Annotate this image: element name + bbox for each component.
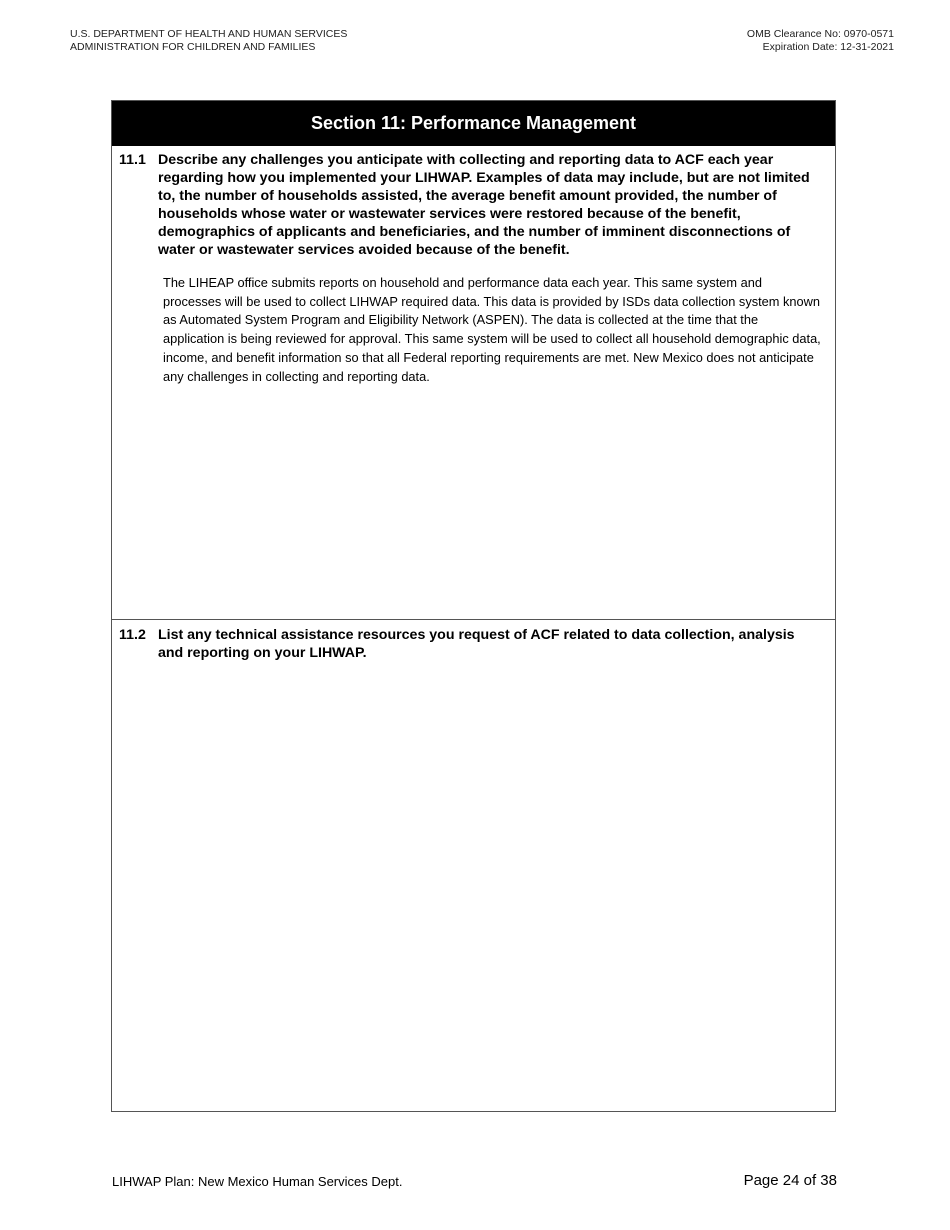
answer-11-1[interactable]: The LIHEAP office submits reports on household and performance data each year. This same system and processes will be used to collect LIHWAP required data. This data is provided by ISDs data collection system known as Automated System Program and Eligibility Network (ASPEN). The data is collected at the time that the application is being reviewed for approval. This same system will be used to collect all household demographic data, income, and benefit information so that all Federal reporting requirements are met. New Mexico does not anticipate any challenges in collecting and reporting data. xyxy=(163,275,821,384)
footer-plan-label: LIHWAP Plan: New Mexico Human Services Dept. xyxy=(112,1174,403,1189)
administration-name: ADMINISTRATION FOR CHILDREN AND FAMILIES xyxy=(70,40,316,53)
question-number: 11.2 xyxy=(119,627,146,643)
question-11-2 xyxy=(119,626,821,662)
agency-header xyxy=(70,28,347,53)
expiration-date: Expiration Date: 12-31-2021 xyxy=(762,40,894,53)
department-name: U.S. DEPARTMENT OF HEALTH AND HUMAN SERVICES xyxy=(70,28,348,40)
omb-clearance-number: OMB Clearance No: 0970-0571 xyxy=(746,28,894,40)
question-text: Describe any challenges you anticipate with collecting and reporting data to ACF each year regarding how you implemented your LIHWAP. Examples of data may include, but are not limited to, the number of households assisted, the average benefit amount provided, the number of households whose water or wastewater services were restored because of the benefit, demographics of applicants and beneficiaries, and the number of imminent disconnections of water or wastewater services avoided because of the benefit. xyxy=(158,152,810,258)
section-title: Section 11: Performance Management xyxy=(112,101,835,146)
question-number: 11.1 xyxy=(119,152,146,168)
question-11-1 xyxy=(119,151,821,259)
omb-header xyxy=(747,28,894,53)
question-divider xyxy=(112,619,835,620)
page-number: Page 24 of 38 xyxy=(743,1172,837,1189)
section-frame xyxy=(111,100,836,1112)
question-text: List any technical assistance resources you request of ACF related to data collection, analysis and reporting on your LIHWAP. xyxy=(158,627,795,661)
